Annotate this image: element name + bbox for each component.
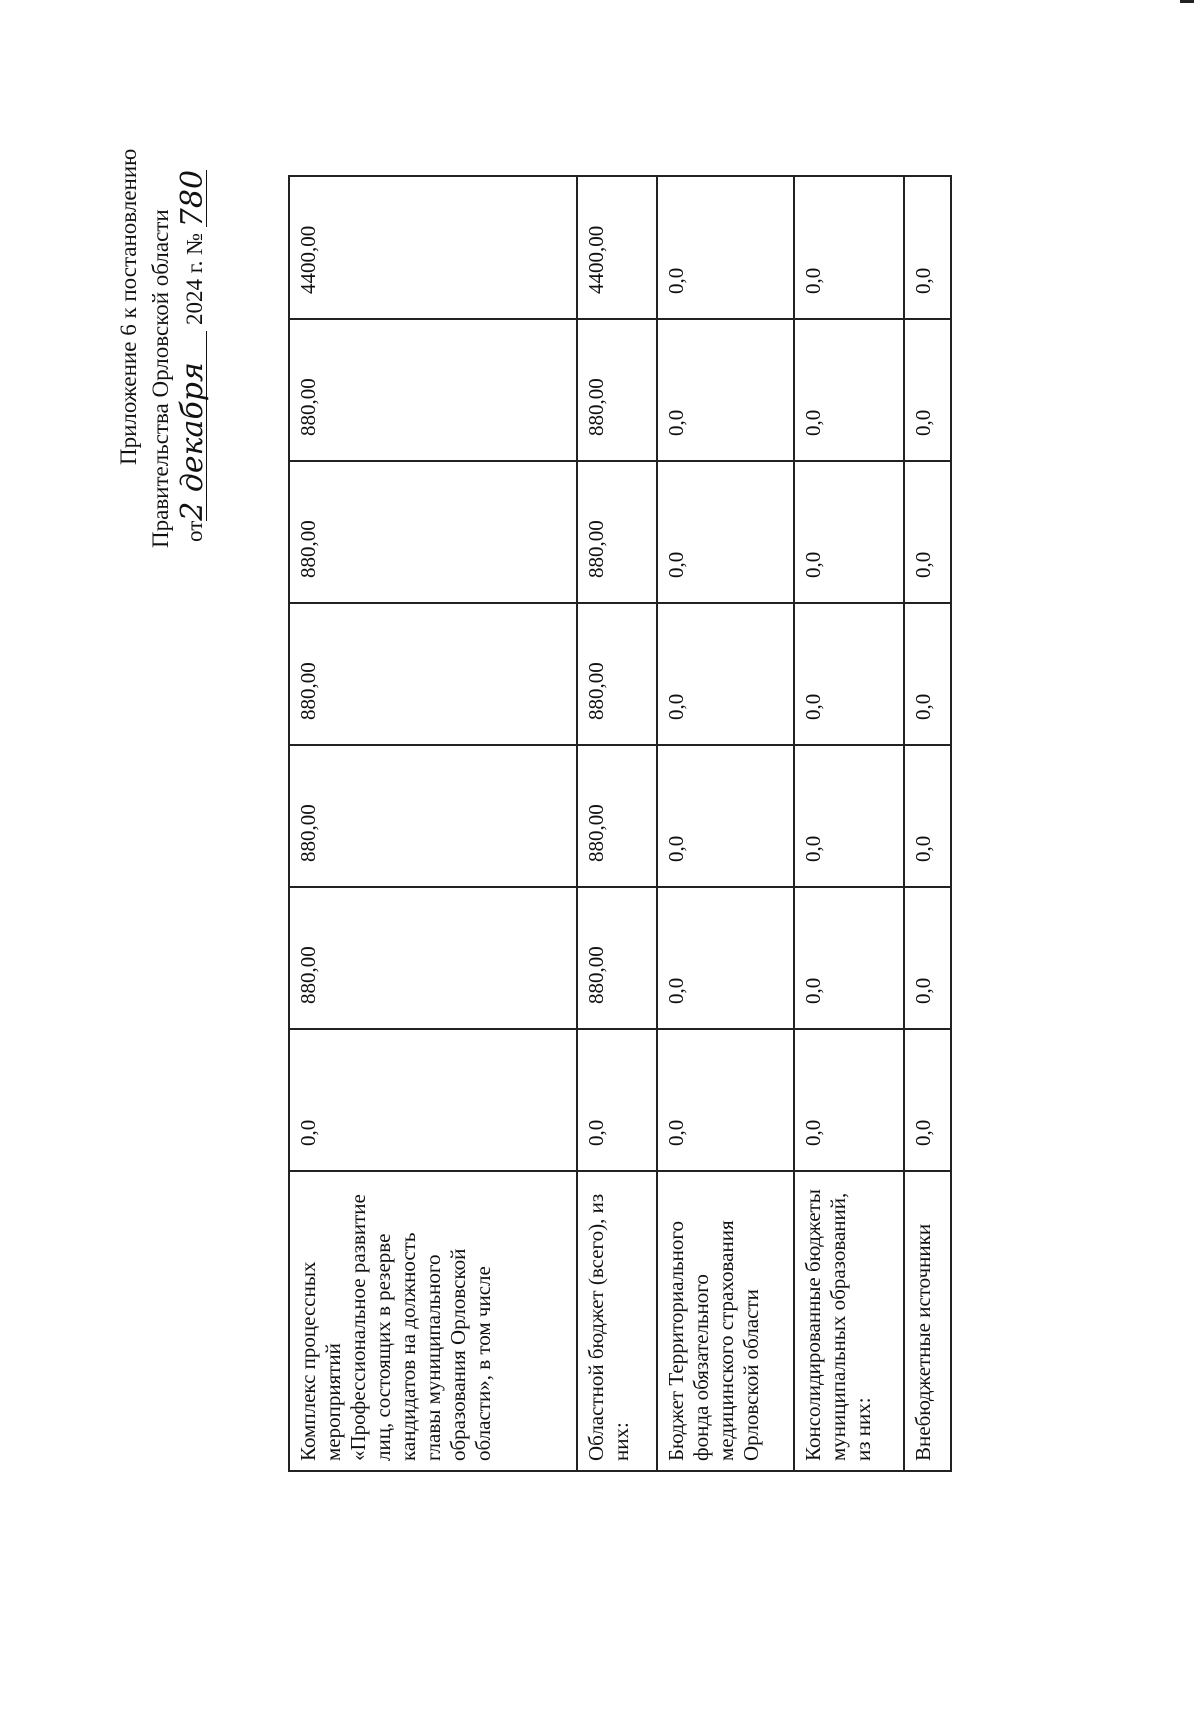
value-cell: 0,0: [904, 745, 951, 887]
table-row: [289, 176, 577, 1471]
value-cell: 880,00: [577, 319, 657, 461]
value-cell: 880,00: [577, 461, 657, 603]
value-cell: 0,0: [657, 461, 794, 603]
funding-table: [288, 175, 952, 1472]
header-line-1: Приложение 6 к постановлению: [116, 148, 141, 465]
page-edge-mark: [1180, 0, 1194, 3]
value-cell: 0,0: [657, 176, 794, 319]
value-cell: 0,0: [904, 887, 951, 1029]
value-cell: 0,0: [904, 1029, 951, 1171]
header-line-2: Правительства Орловской области: [148, 209, 173, 548]
handwritten-date: 2 декабря: [180, 331, 207, 521]
row-label-cell: Бюджет Территориального фонда обязательного медицинского страхования Орловской области: [657, 1171, 794, 1471]
value-cell: 0,0: [794, 745, 904, 887]
header-line-3: [175, 169, 210, 542]
row-label-cell: Областной бюджет (всего), из них:: [577, 1171, 657, 1471]
table-row: [577, 176, 657, 1471]
value-cell: 4400,00: [577, 176, 657, 319]
value-cell: 0,0: [794, 603, 904, 745]
row-label-cell: Комплекс процессных мероприятий «Профессиональное развитие лиц, состоящих в резерве кандидатов на должность главы муниципального образования Орловской области», в том числе: [289, 1171, 577, 1471]
header-from-label: от: [182, 520, 207, 542]
funding-table-wrapper: [288, 176, 950, 1472]
value-cell: 0,0: [794, 1029, 904, 1171]
value-cell: 0,0: [657, 745, 794, 887]
value-cell: 880,00: [289, 319, 577, 461]
value-cell: 0,0: [794, 461, 904, 603]
value-cell: 0,0: [577, 1029, 657, 1171]
value-cell: 0,0: [904, 603, 951, 745]
value-cell: 880,00: [289, 887, 577, 1029]
table-row: [904, 176, 951, 1471]
value-cell: 0,0: [657, 887, 794, 1029]
table-row: [657, 176, 794, 1471]
value-cell: 0,0: [904, 319, 951, 461]
value-cell: 880,00: [289, 745, 577, 887]
table-row: [794, 176, 904, 1471]
value-cell: 0,0: [904, 461, 951, 603]
value-cell: 0,0: [657, 1029, 794, 1171]
value-cell: 0,0: [289, 1029, 577, 1171]
handwritten-number: 780: [175, 169, 210, 228]
value-cell: 0,0: [657, 319, 794, 461]
row-label-cell: Консолидированные бюджеты муниципальных образований, из них:: [794, 1171, 904, 1471]
value-cell: 0,0: [794, 319, 904, 461]
value-cell: 880,00: [577, 887, 657, 1029]
header-year-number-label: 2024 г. №: [182, 232, 207, 325]
value-cell: 0,0: [794, 887, 904, 1029]
value-cell: 0,0: [657, 603, 794, 745]
value-cell: 880,00: [289, 461, 577, 603]
value-cell: 880,00: [577, 745, 657, 887]
value-cell: 0,0: [904, 176, 951, 319]
row-label-cell: Внебюджетные источники: [904, 1171, 951, 1471]
value-cell: 880,00: [289, 603, 577, 745]
value-cell: 0,0: [794, 176, 904, 319]
value-cell: 4400,00: [289, 176, 577, 319]
value-cell: 880,00: [577, 603, 657, 745]
